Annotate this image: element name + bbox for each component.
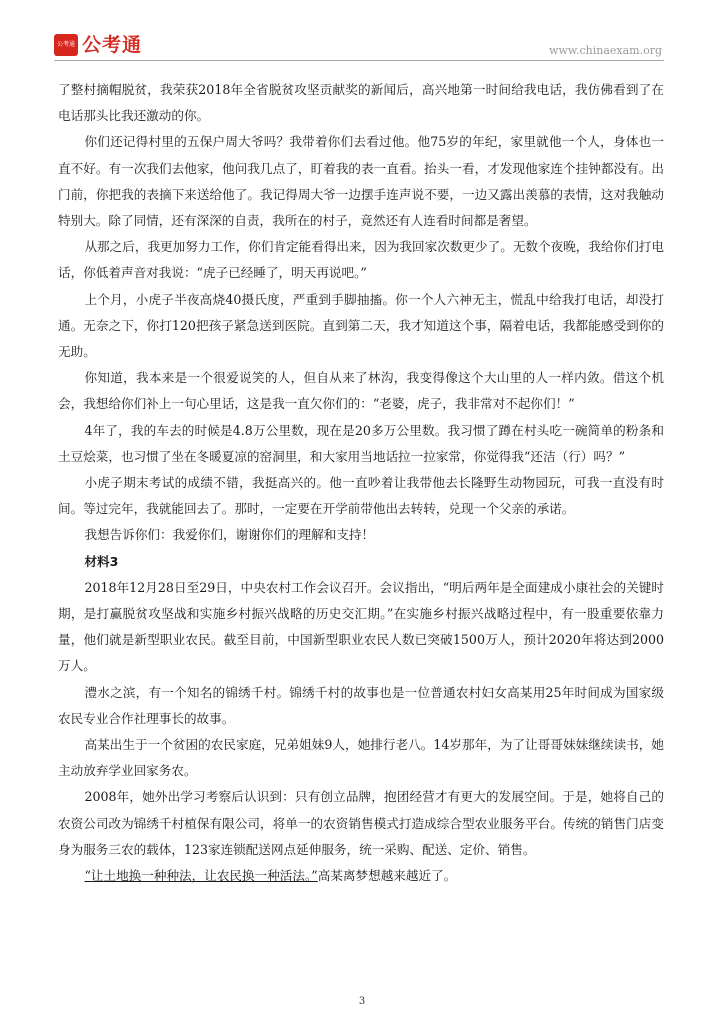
document-body <box>58 77 664 889</box>
paragraph: 高某出生于一个贫困的农民家庭，兄弟姐妹9人，她排行老八。14岁那年，为了让哥哥妹妹继续读书，她主动放弃学业回家务农。 <box>58 737 664 779</box>
paragraph: 2018年12月28日至29日，中央农村工作会议召开。会议指出，“明后两年是全面建成小康社会的关键时期，是打赢脱贫攻坚战和实施乡村振兴战略的历史交汇期。”在实施乡村振兴战略过程中，有一股重要依靠力量，他们就是新型职业农民。截至目前，中国新型职业农民人数已突破1500万人，预计2020年将达到2000 万人。 <box>58 579 664 674</box>
section-heading: 材料3 <box>84 553 119 569</box>
paragraph: 了整村摘帽脱贫，我荣获2018年全省脱贫攻坚贡献奖的新闻后，高兴地第一时间给我电话，我仿佛看到了在电话那头比我还激动的你。 <box>58 82 664 124</box>
closing-paragraph <box>58 863 664 889</box>
paragraph: 小虎子期末考试的成绩不错，我挺高兴的。他一直吵着让我带他去长隆野生动物园玩，可我一直没有时间。等过完年，我就能回去了。那时，一定要在开学前带他出去转转，兑现一个父亲的承诺。 <box>58 475 664 517</box>
page-number: 3 <box>358 996 366 1007</box>
paragraph: 2008年，她外出学习考察后认识到：只有创立品牌，抱团经营才有更大的发展空间。于是，她将自己的农资公司改为锦绣千村植保有限公司，将单一的农资销售模式打造成综合型农业服务平台。传统的销售门店变身为服务三农的载体，123家连锁配送网点延伸服务，统一采购、配送、定价、销售。 <box>58 789 664 857</box>
paragraph: 你知道，我本来是一个很爱说笑的人，但自从来了林沟，我变得像这个大山里的人一样内敛。借这个机会，我想给你们补上一句心里话，这是我一直欠你们的：“老婆，虎子，我非常对不起你们！” <box>58 370 664 412</box>
paragraph: 我想告诉你们：我爱你们，谢谢你们的理解和支持！ <box>84 527 375 543</box>
page-header <box>0 0 724 62</box>
header-divider <box>54 60 664 61</box>
logo-badge: 公考通 <box>54 34 78 56</box>
paragraph: 上个月，小虎子半夜高烧40摄氏度，严重到手脚抽搐。你一个人六神无主，慌乱中给我打电话，却没打通。无奈之下，你打120把孩子紧急送到医院。直到第二天，我才知道这个事，隔着电话，我都能感受到你的无助。 <box>58 291 664 360</box>
paragraph: 4年了，我的车去的时候是4.8万公里数，现在是20多万公里数。我习惯了蹲在村头吃一碗简单的粉条和土豆烩菜，也习惯了坐在冬暖夏凉的窑洞里，和大家用当地话拉一拉家常，你觉得我“还洁（行）吗？” <box>58 422 664 464</box>
logo-text: 公考通 <box>82 34 143 56</box>
paragraph: 你们还记得村里的五保户周大爷吗？我带着你们去看过他。他75岁的年纪，家里就他一个人，身体也一直不好。有一次我们去他家，他问我几点了，盯着我的表一直看。抬头一看，才发现他家连个挂钟都没有。出门前，你把我的表摘下来送给他了。我记得周大爷一边摆手连声说不要，一边又露出羡慕的表情，这对我触动特别大。除了同情，还有深深的自责，我所在的村子，竟然还有人连看时间都是奢望。 <box>58 134 664 229</box>
paragraph: 澧水之滨，有一个知名的锦绣千村。锦绣千村的故事也是一位普通农村妇女高某用25年时间成为国家级农民专业合作社理事长的故事。 <box>58 684 664 726</box>
paragraph: 从那之后，我更加努力工作，你们肯定能看得出来，因为我回家次数更少了。无数个夜晚，我给你们打电话，你低着声音对我说：“虎子已经睡了，明天再说吧。” <box>58 239 664 281</box>
closing-text: 高某离梦想越来越近了。 <box>317 868 457 884</box>
underlined-quote: “让土地换一种种法，让农民换一种活法。” <box>84 868 318 884</box>
site-url[interactable]: www.chinaexam.org <box>549 44 662 57</box>
